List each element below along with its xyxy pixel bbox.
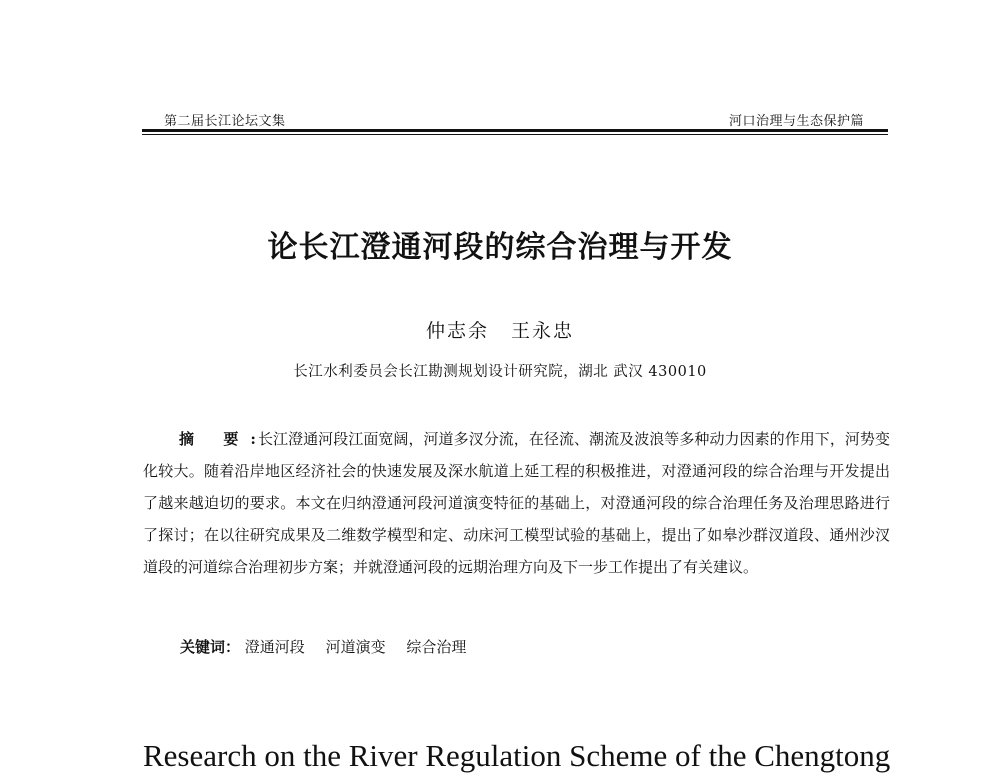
- author-name: 王永忠: [511, 320, 575, 342]
- header-rule-thin: [142, 134, 888, 135]
- keyword: 综合治理: [406, 638, 467, 656]
- paper-title: 论长江澄通河段的综合治理与开发: [267, 230, 733, 265]
- author-list: [0, 316, 1000, 343]
- keywords: [180, 636, 482, 657]
- header-book-title: 第二届长江论坛文集: [164, 114, 286, 129]
- keyword: 澄通河段: [244, 638, 305, 656]
- running-header: [142, 108, 888, 128]
- abstract-colon: :: [250, 430, 256, 448]
- keyword: 河道演变: [325, 638, 386, 656]
- abstract-text: 长江澄通河段江面宽阔，河道多汊分流，在径流、潮流及波浪等多种动力因素的作用下，河势变化较大。随着沿岸地区经济社会的快速发展及深水航道上延工程的积极推进，对澄通河段的综合治理与开发提出了越来越迫切的要求。本文在归纳澄通河段河道演变特征的基础上，对澄通河段的综合治理任务及治理思路进行了探讨；在以往研究成果及二维数学模型和定、动床河工模型试验的基础上，提出了如皋沙群汊道段、通州沙汊道段的河道综合治理初步方案；并就澄通河段的远期治理方向及下一步工作提出了有关建议。: [143, 430, 890, 576]
- english-title: Research on the River Regulation Scheme of the Chengtong: [143, 738, 891, 773]
- affiliation: 长江水利委员会长江勘测规划设计研究院，湖北 武汉 430010: [293, 364, 707, 380]
- header-rule-thick: [142, 129, 888, 132]
- abstract: [143, 423, 890, 583]
- author-name: 仲志余: [425, 320, 489, 342]
- abstract-label: 摘 要: [179, 430, 251, 448]
- header-section-title: 河口治理与生态保护篇: [728, 114, 864, 129]
- keywords-label: 关键词：: [180, 638, 241, 656]
